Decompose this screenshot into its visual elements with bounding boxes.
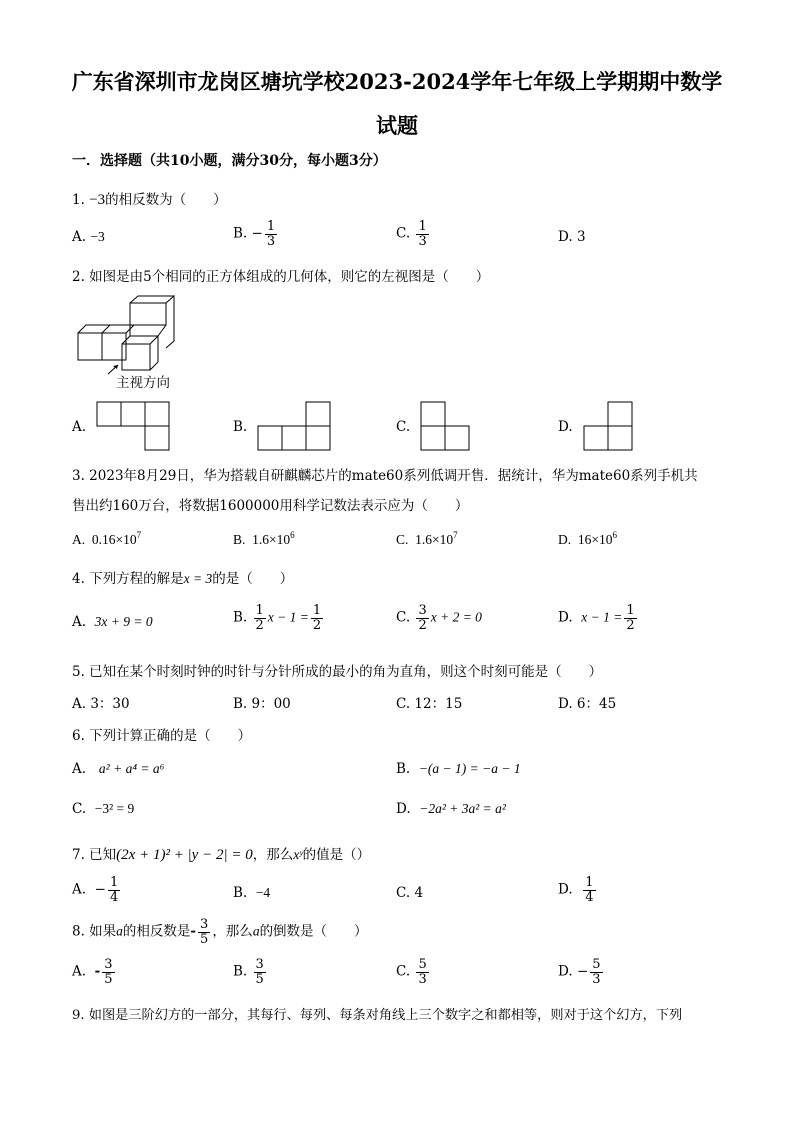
q5-option-b: B. 9：00 bbox=[233, 696, 291, 712]
question-9: 9. 如图是三阶幻方的一部分，其每行、每列、每条对角线上三个数字之和都相等，则对于这个幻方，下列 bbox=[72, 1008, 683, 1023]
q8-option-a: A. - $\frac{3}{5}$ bbox=[72, 957, 113, 987]
q4-option-c: C. $\frac{3}{2}$ x + 2 = 0 bbox=[396, 603, 482, 633]
q2-option-d-figure bbox=[583, 401, 633, 451]
q5-option-a: A. 3：30 bbox=[72, 696, 130, 712]
view-direction-label: 主视方向 bbox=[116, 375, 170, 391]
q1-option-a: A. −3 bbox=[72, 229, 105, 245]
question-4: 4. 下列方程的解是x = 3的是（ ） bbox=[72, 571, 294, 587]
q8-option-c: C. $\frac{5}{3}$ bbox=[396, 957, 427, 987]
q3-option-a: A. $0.16\times 10^7$ bbox=[72, 530, 142, 547]
question-5: 5. 已知在某个时刻时钟的时针与分针所成的最小的角为直角，则这个时刻可能是（ ） bbox=[72, 664, 603, 680]
q2-option-c-figure bbox=[420, 401, 470, 451]
page-title: 广东省深圳市龙岗区塘坑学校2023-2024学年七年级上学期期中数学 bbox=[71, 69, 723, 94]
q5-option-d: D. 6：45 bbox=[558, 696, 617, 712]
q3-option-b: B. $1.6\times 10^6$ bbox=[233, 530, 295, 547]
q2-option-a-label: A. bbox=[72, 419, 87, 435]
q6-option-c: C. −3² = 9 bbox=[72, 801, 135, 817]
q2-option-d-label: D. bbox=[558, 419, 573, 435]
question-6: 6. 下列计算正确的是（ ） bbox=[72, 728, 252, 744]
question-3-line1: 3. 2023年8月29日，华为搭载自研麒麟芯片的mate60系列低调开售．据统计，华为mate60系列手机共 bbox=[72, 468, 698, 484]
q7-option-b: B. −4 bbox=[233, 885, 271, 901]
section-heading: 一．选择题（共10小题，满分30分，每小题3分） bbox=[72, 153, 387, 169]
q4-option-b: B. $\frac{1}{2}$ x − 1 = $\frac{1}{2}$ bbox=[233, 603, 322, 633]
q7-option-a: A. − $\frac{1}{4}$ bbox=[72, 875, 119, 905]
q3-option-c: C. $1.6\times 10^7$ bbox=[396, 530, 458, 547]
q6-option-d: D. −2a² + 3a² = a² bbox=[396, 801, 506, 817]
q7-option-c: C. 4 bbox=[396, 885, 424, 901]
question-7: 7. 已知(2x + 1)² + |y − 2| = 0，那么xʸ的值是（） bbox=[72, 847, 371, 863]
q6-option-b: B. −(a − 1) = −a − 1 bbox=[396, 761, 521, 777]
question-3-line2: 售出约160万台，将数据1600000用科学记数法表示应为（ ） bbox=[72, 498, 469, 514]
cube-solid-figure bbox=[76, 296, 176, 374]
q3-option-d: D. $16\times 10^6$ bbox=[558, 530, 617, 547]
q2-option-a-figure bbox=[96, 401, 170, 451]
q4-option-a: A. 3x + 9 = 0 bbox=[72, 614, 153, 630]
q5-option-c: C. 12：15 bbox=[396, 696, 463, 712]
q7-option-d: D. $\frac{1}{4}$ bbox=[558, 875, 594, 905]
q8-option-b: B. $\frac{3}{5}$ bbox=[233, 957, 264, 987]
question-2: 2. 如图是由5个相同的正方体组成的几何体，则它的左视图是（ ） bbox=[72, 269, 490, 285]
page-title-line2: 试题 bbox=[376, 113, 418, 138]
q2-option-b-figure bbox=[257, 401, 331, 451]
q2-option-c-label: C. bbox=[396, 419, 411, 435]
q6-option-a: A. a² + a⁴ = a⁶ bbox=[72, 761, 165, 777]
q1-option-c: C. $\frac{1}{3}$ bbox=[396, 219, 427, 249]
q8-option-d: D. − $\frac{5}{3}$ bbox=[558, 957, 601, 987]
q1-option-d: D. 3 bbox=[558, 229, 586, 245]
q2-option-b-label: B. bbox=[233, 419, 248, 435]
question-1: 1. −3的相反数为（ ） bbox=[72, 192, 227, 208]
q1-option-b: B. − $\frac{1}{3}$ bbox=[233, 219, 276, 249]
q4-option-d: D. x − 1 = $\frac{1}{2}$ bbox=[558, 603, 635, 633]
question-8: 8. 如果a的相反数是- $\frac{3}{5}$ ，那么a的倒数是（ ） bbox=[72, 917, 368, 947]
